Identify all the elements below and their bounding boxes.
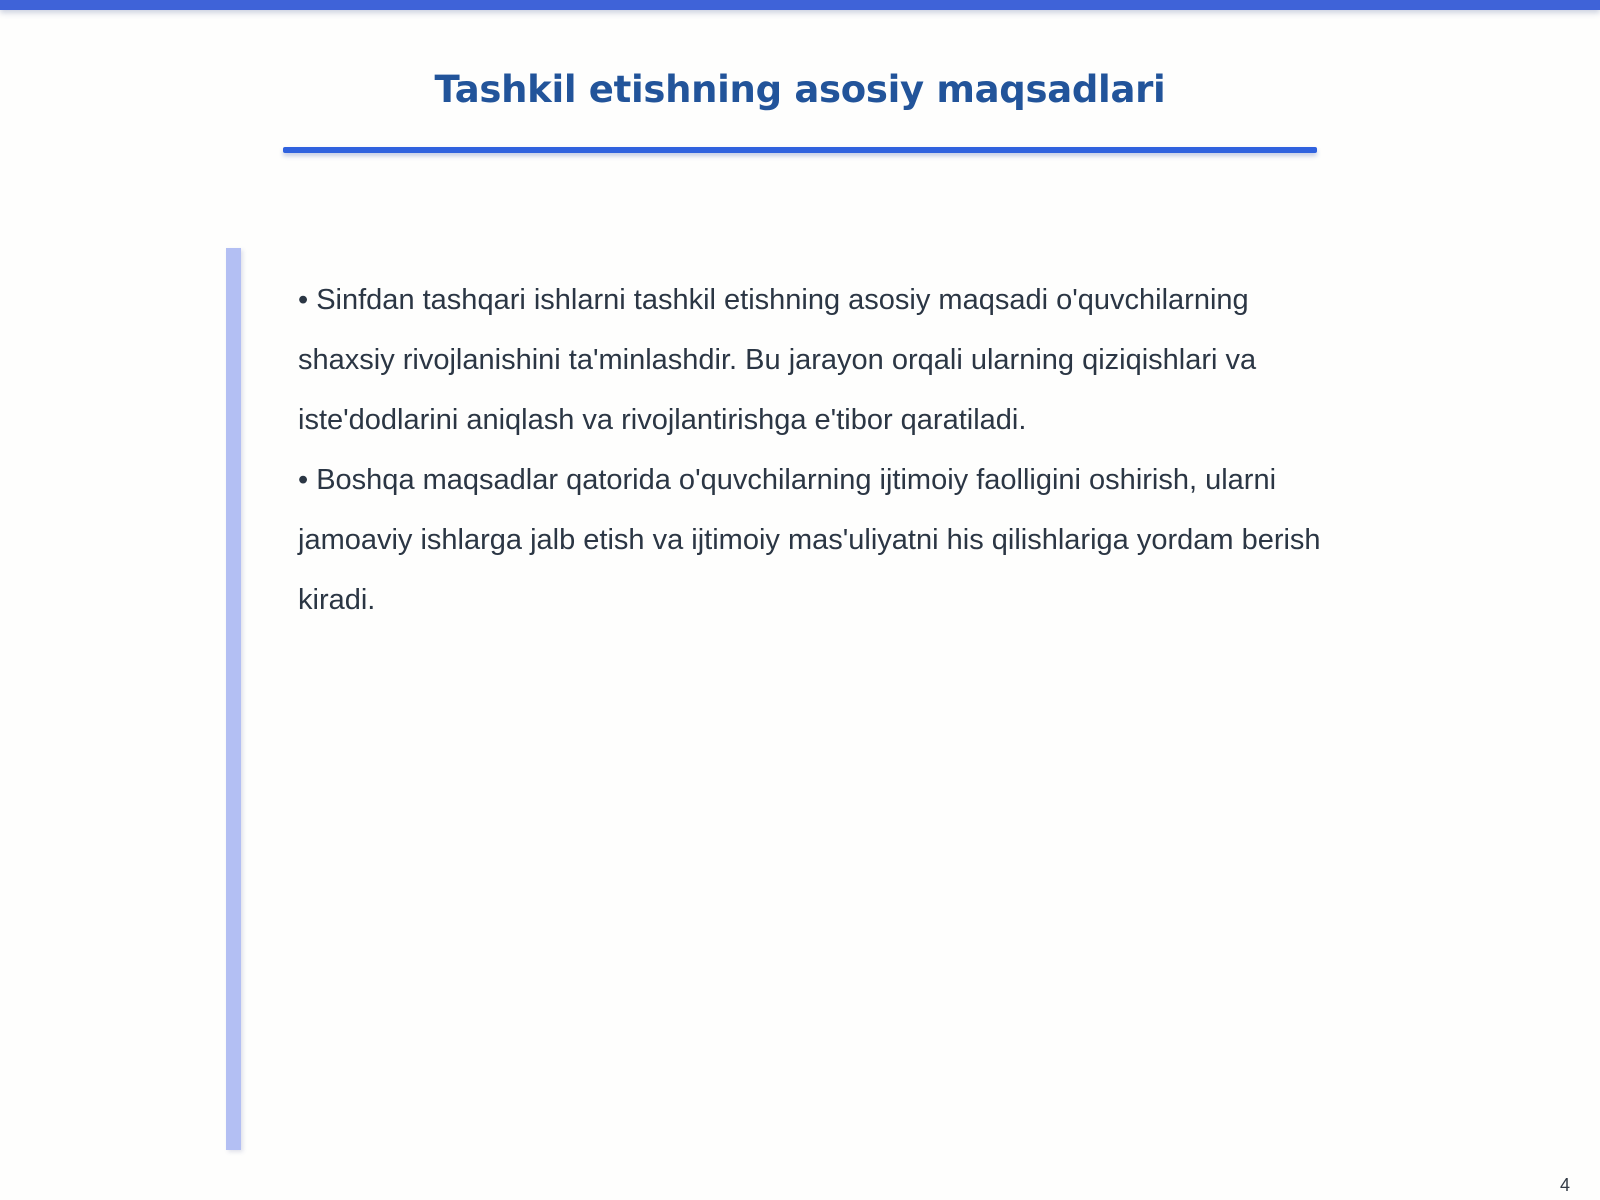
slide-body: [298, 270, 1338, 630]
bullet-paragraph: • Boshqa maqsadlar qatorida o'quvchilarning ijtimoiy faolligini oshirish, ularni jamoaviy ishlarga jalb etish va ijtimoiy mas'uliyatni his qilishlariga yordam berish kiradi.: [298, 464, 1321, 616]
page-number: 4: [1559, 1175, 1570, 1195]
slide-title: Tashkil etishning asosiy maqsadlari: [434, 68, 1166, 111]
left-accent-bar: [226, 248, 241, 1150]
bullet-paragraph: • Sinfdan tashqari ishlarni tashkil etishning asosiy maqsadi o'quvchilarning shaxsiy rivojlanishini ta'minlashdir. Bu jarayon orqali ularning qiziqishlari va iste'dodlarini aniqlash va rivojlantirishga e'tibor qaratiladi.: [298, 284, 1257, 436]
title-underline: [283, 147, 1317, 153]
top-accent-bar: [0, 0, 1600, 10]
